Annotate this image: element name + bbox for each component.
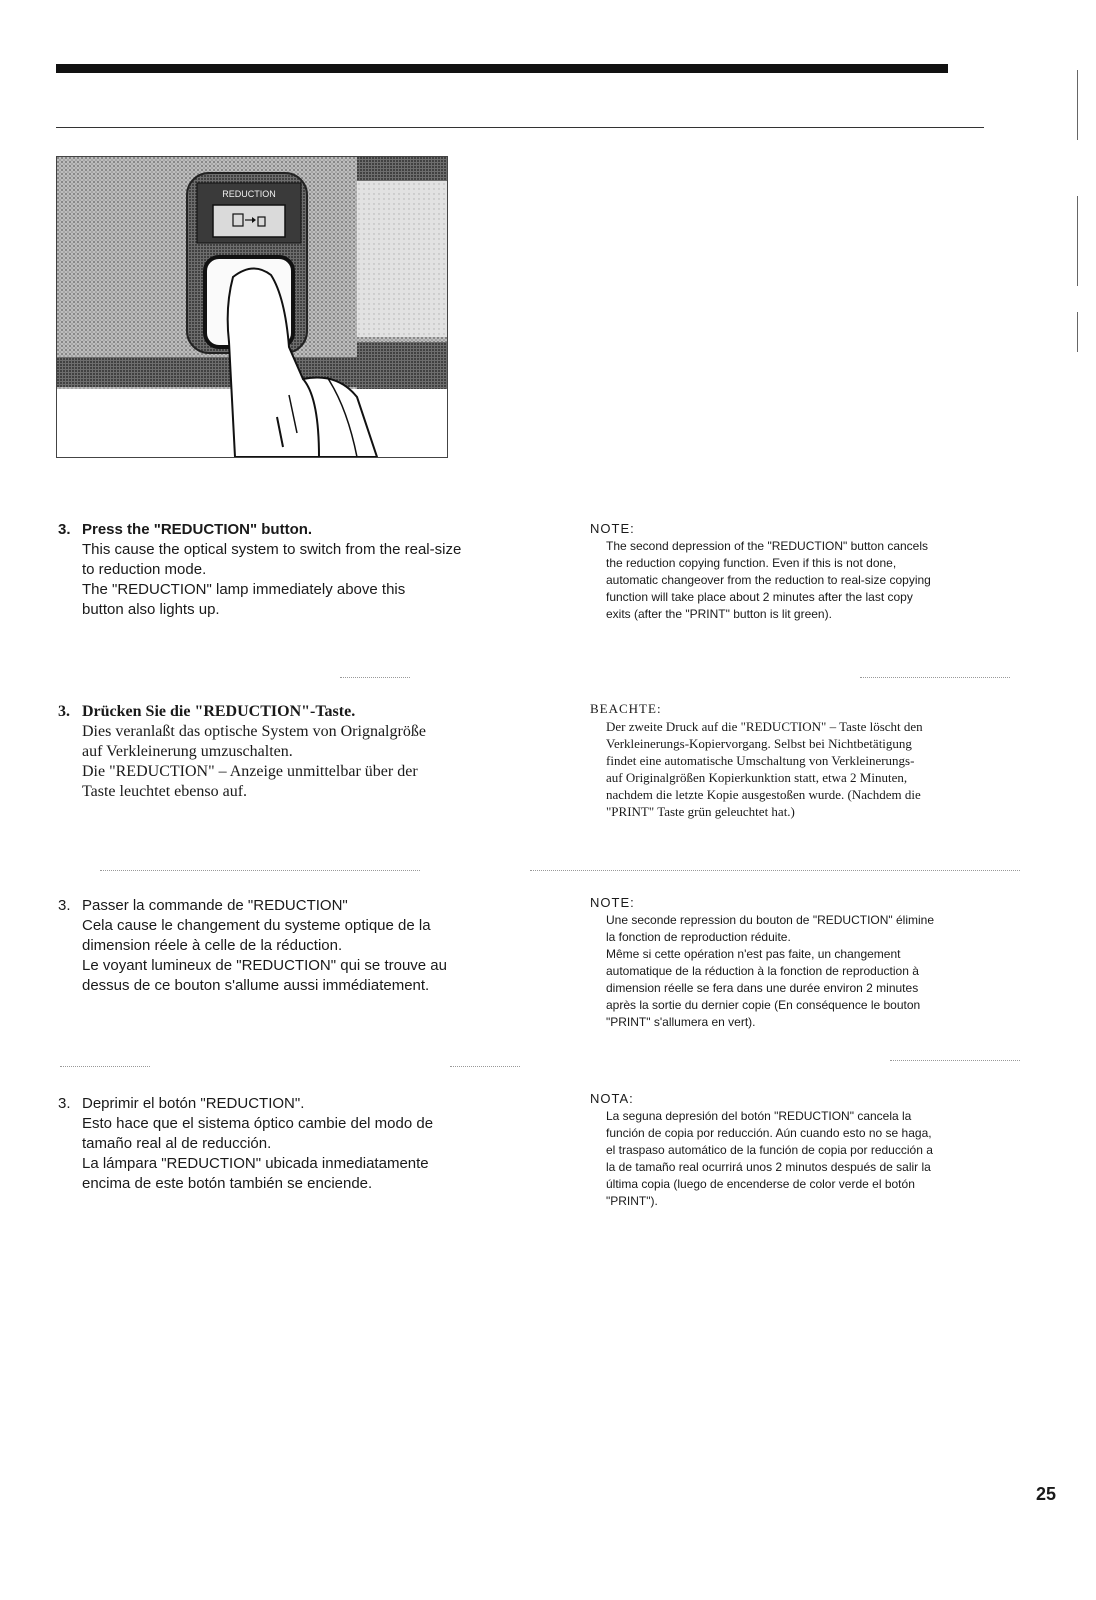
note-label: NOTE: bbox=[590, 895, 635, 910]
step-text-line: button also lights up. bbox=[82, 601, 220, 618]
note-label: NOTE: bbox=[590, 521, 635, 536]
note-label: BEACHTE: bbox=[590, 701, 662, 716]
step-french bbox=[58, 896, 508, 996]
section-divider bbox=[340, 677, 410, 678]
step-heading: Passer la commande de "REDUCTION" bbox=[82, 897, 348, 914]
step-text-line: La lámpara "REDUCTION" ubicada inmediatamente bbox=[82, 1155, 429, 1172]
note-text-line: Der zweite Druck auf die "REDUCTION" – Taste löscht den bbox=[606, 719, 923, 734]
note-text-line: la de tamaño real ocurrirá unos 2 minutos después de salir la bbox=[606, 1160, 931, 1174]
section-divider bbox=[530, 870, 1020, 871]
step-text-line: dessus de ce bouton s'allume aussi immédiatement. bbox=[82, 977, 430, 994]
note-text-line: auf Originalgrößen Kopierkunktion statt, etwa 2 Minuten, bbox=[606, 770, 908, 785]
step-number: 3. bbox=[58, 1095, 71, 1112]
section-divider bbox=[890, 1060, 1020, 1061]
header-rule-thick bbox=[56, 64, 948, 73]
note-text-line: function will take place about 2 minutes after the last copy bbox=[606, 590, 913, 604]
header-rule-thin bbox=[56, 127, 984, 128]
step-heading: Drücken Sie die "REDUCTION"-Taste. bbox=[82, 703, 356, 720]
step-text-line: tamaño real al de reducción. bbox=[82, 1135, 272, 1152]
note-text-line: après la sortie du dernier copie (En conséquence le bouton bbox=[606, 998, 921, 1012]
note-label: NOTA: bbox=[590, 1091, 634, 1106]
scan-edge-mark bbox=[1077, 312, 1078, 352]
step-text-line: Taste leuchtet ebenso auf. bbox=[82, 783, 248, 800]
note-text-line: función de copia por reducción. Aún cuando esto no se haga, bbox=[606, 1126, 932, 1140]
note-text-line: La seguna depresión del botón "REDUCTION" cancela la bbox=[606, 1109, 912, 1123]
scan-edge-mark bbox=[1077, 70, 1078, 140]
step-text-line: Dies veranlaßt das optische System von Orignalgröße bbox=[82, 723, 426, 740]
step-text-line: auf Verkleinerung umzuschalten. bbox=[82, 743, 293, 760]
step-text-line: This cause the optical system to switch from the real-size bbox=[82, 541, 462, 558]
step-text-line: The "REDUCTION" lamp immediately above this bbox=[82, 581, 406, 598]
scan-edge-mark bbox=[1077, 196, 1078, 286]
note-text-line: el traspaso automático de la función de copia por reducción a bbox=[606, 1143, 933, 1157]
reduction-lamp bbox=[213, 205, 285, 237]
note-text-line: Même si cette opération n'est pas faite, un changement bbox=[606, 947, 901, 961]
step-number: 3. bbox=[58, 703, 70, 720]
note-text-line: "PRINT"). bbox=[606, 1194, 658, 1208]
note-text-line: the reduction copying function. Even if this is not done, bbox=[606, 556, 897, 570]
note-text-line: la fonction de reproduction réduite. bbox=[606, 930, 791, 944]
step-text-line: encima de este botón también se enciende. bbox=[82, 1175, 373, 1192]
step-text-line: Le voyant lumineux de "REDUCTION" qui se trouve au bbox=[82, 957, 447, 974]
step-text-line: Die "REDUCTION" – Anzeige unmittelbar über der bbox=[82, 763, 418, 780]
step-number: 3. bbox=[58, 521, 71, 538]
section-divider bbox=[60, 1066, 150, 1067]
step-text-line: Esto hace que el sistema óptico cambie del modo de bbox=[82, 1115, 434, 1132]
step-text-line: dimension réele à celle de la réduction. bbox=[82, 937, 343, 954]
note-text-line: Verkleinerungs-Kopiervorgang. Selbst bei Nichtbetätigung bbox=[606, 736, 912, 751]
note-text-line: dimension réelle se fera dans une durée environ 2 minutes bbox=[606, 981, 919, 995]
step-number: 3. bbox=[58, 897, 71, 914]
section-divider bbox=[450, 1066, 520, 1067]
note-spanish bbox=[590, 1090, 1030, 1210]
section-divider bbox=[860, 677, 1010, 678]
reduction-button-photo bbox=[56, 156, 448, 458]
step-text-line: Cela cause le changement du systeme optique de la bbox=[82, 917, 431, 934]
note-text-line: Une seconde repression du bouton de "REDUCTION" élimine bbox=[606, 913, 935, 927]
step-german bbox=[58, 702, 508, 802]
note-text-line: The second depression of the "REDUCTION" button cancels bbox=[606, 539, 929, 553]
note-french bbox=[590, 894, 1030, 1031]
step-heading: Press the "REDUCTION" button. bbox=[82, 521, 313, 538]
note-text-line: última copia (luego de encenderse de color verde el botón bbox=[606, 1177, 915, 1191]
note-english bbox=[590, 520, 1030, 623]
note-text-line: "PRINT" Taste grün geleuchtet hat.) bbox=[606, 804, 795, 819]
note-text-line: findet eine automatische Umschaltung von Verkleinerungs- bbox=[606, 753, 915, 768]
section-divider bbox=[100, 870, 420, 871]
note-german bbox=[590, 700, 1030, 820]
panel-label-text: REDUCTION bbox=[222, 189, 276, 199]
note-text-line: "PRINT" s'allumera en vert). bbox=[606, 1015, 756, 1029]
note-text-line: nachdem die letzte Kopie ausgestoßen wurde. (Nachdem die bbox=[606, 787, 921, 802]
step-spanish bbox=[58, 1094, 508, 1194]
note-text-line: automatic changeover from the reduction to real-size copying bbox=[606, 573, 931, 587]
step-heading: Deprimir el botón "REDUCTION". bbox=[82, 1095, 305, 1112]
step-text-line: to reduction mode. bbox=[82, 561, 207, 578]
note-text-line: automatique de la réduction à la fonction de reproduction à bbox=[606, 964, 919, 978]
step-english bbox=[58, 520, 508, 620]
page-number: 25 bbox=[1035, 1484, 1056, 1504]
note-text-line: exits (after the "PRINT" button is lit green). bbox=[606, 607, 832, 621]
